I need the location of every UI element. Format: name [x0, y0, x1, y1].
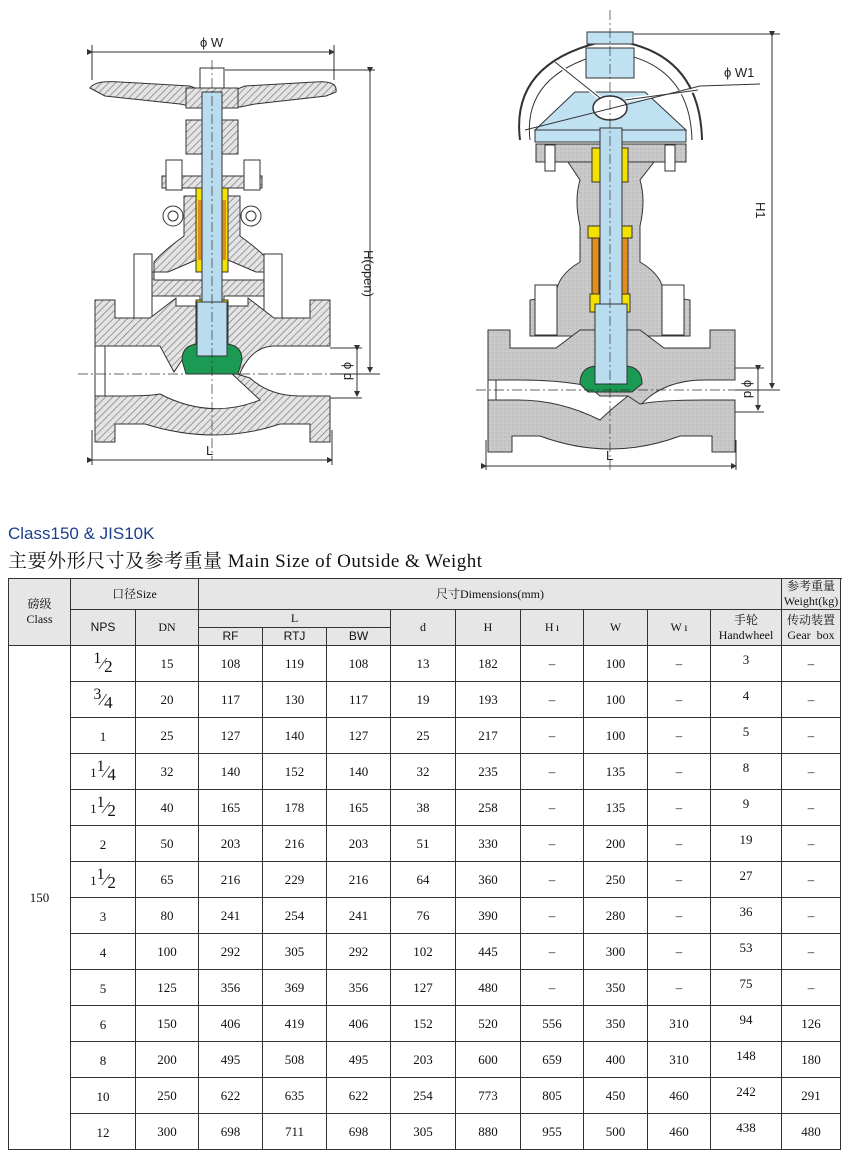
nps-whole: 1	[99, 729, 107, 744]
dn-cell: 15	[136, 646, 199, 682]
bw-cell: 406	[327, 1006, 391, 1042]
w-cell: 280	[584, 898, 648, 934]
d-cell: 102	[391, 934, 456, 970]
w-cell: 450	[584, 1078, 648, 1114]
phi-d-label-right: ϕ d	[741, 380, 756, 399]
bw-cell: 203	[327, 826, 391, 862]
h1-cell: –	[521, 826, 584, 862]
nps-denominator: 2	[107, 801, 116, 820]
h1-cell: –	[521, 970, 584, 1006]
dn-cell: 25	[136, 718, 199, 754]
handwheel-weight-cell: 94	[711, 1006, 782, 1042]
nps-numerator: 1	[96, 794, 105, 811]
table-row	[9, 790, 841, 826]
handwheel-weight-cell: 242	[711, 1078, 782, 1114]
w1-cell: –	[648, 682, 711, 718]
table-row	[9, 1042, 841, 1078]
w-cell: 100	[584, 718, 648, 754]
w1-cell: –	[648, 826, 711, 862]
gearbox-weight-cell: 291	[782, 1078, 841, 1114]
d-cell: 13	[391, 646, 456, 682]
phi-w1-label: ϕ W1	[724, 65, 755, 80]
w1-cell: –	[648, 718, 711, 754]
dn-cell: 80	[136, 898, 199, 934]
w1-cell: –	[648, 790, 711, 826]
h-cell: 880	[456, 1114, 521, 1150]
table-row	[9, 1078, 841, 1114]
table-row	[9, 934, 841, 970]
rtj-cell: 635	[263, 1078, 327, 1114]
gearbox-weight-cell: –	[782, 898, 841, 934]
handwheel-weight-cell: 9	[711, 790, 782, 826]
gearbox-weight-cell: –	[782, 970, 841, 1006]
d-cell: 32	[391, 754, 456, 790]
table-row	[9, 754, 841, 790]
d-cell: 38	[391, 790, 456, 826]
nps-cell	[71, 682, 136, 718]
table-row	[9, 1006, 841, 1042]
gearbox-weight-cell: 480	[782, 1114, 841, 1150]
dn-cell: 150	[136, 1006, 199, 1042]
rtj-cell: 216	[263, 826, 327, 862]
w-cell: 200	[584, 826, 648, 862]
size-header: 口径Size	[71, 579, 199, 610]
gearbox-header	[782, 610, 841, 646]
bw-cell: 127	[327, 718, 391, 754]
nps-whole: 1	[90, 765, 97, 780]
gearbox-weight-cell: –	[782, 790, 841, 826]
rf-cell: 241	[199, 898, 263, 934]
w1-cell: –	[648, 970, 711, 1006]
handwheel-weight-cell: 8	[711, 754, 782, 790]
dn-cell: 100	[136, 934, 199, 970]
nps-numerator: 1	[96, 866, 105, 883]
handwheel-weight-cell: 27	[711, 862, 782, 898]
h-cell: 330	[456, 826, 521, 862]
w1-cell: 310	[648, 1042, 711, 1078]
dn-cell: 250	[136, 1078, 199, 1114]
nps-cell	[71, 970, 136, 1006]
weight-header: 参考重量Weight(kg)	[782, 579, 841, 610]
h-cell: 520	[456, 1006, 521, 1042]
nps-slash: ⁄	[104, 870, 108, 889]
rf-cell: 140	[199, 754, 263, 790]
nps-cell	[71, 646, 136, 682]
bw-cell: 216	[327, 862, 391, 898]
class-value-cell: 150	[9, 646, 71, 1150]
h1-cell: –	[521, 682, 584, 718]
rtj-cell: 254	[263, 898, 327, 934]
w1-cell: –	[648, 754, 711, 790]
bw-cell: 108	[327, 646, 391, 682]
rtj-cell: 178	[263, 790, 327, 826]
h-cell: 600	[456, 1042, 521, 1078]
w-cell: 135	[584, 754, 648, 790]
h1-cell: –	[521, 934, 584, 970]
bw-cell: 495	[327, 1042, 391, 1078]
dn-cell: 40	[136, 790, 199, 826]
dimensions-weight-table	[8, 578, 841, 1150]
dimensions-header: 尺寸Dimensions(mm)	[199, 579, 782, 610]
h1-cell: 805	[521, 1078, 584, 1114]
w1-cell: –	[648, 934, 711, 970]
class-header-en: Class	[26, 612, 53, 626]
h-cell: 193	[456, 682, 521, 718]
gearbox-weight-cell: –	[782, 718, 841, 754]
h1-cell: –	[521, 898, 584, 934]
h1-cell: –	[521, 790, 584, 826]
h1-cell: 659	[521, 1042, 584, 1078]
d-cell: 305	[391, 1114, 456, 1150]
nps-whole: 10	[96, 1089, 110, 1104]
table-row	[9, 682, 841, 718]
nps-whole: 2	[99, 837, 107, 852]
rf-cell: 216	[199, 862, 263, 898]
rf-cell: 495	[199, 1042, 263, 1078]
h-cell: 182	[456, 646, 521, 682]
w1-cell: 460	[648, 1114, 711, 1150]
h1-cell: 955	[521, 1114, 584, 1150]
rf-header: RF	[199, 628, 263, 646]
dn-cell: 32	[136, 754, 199, 790]
rf-cell: 127	[199, 718, 263, 754]
nps-whole: 1	[90, 801, 97, 816]
w1-cell: 310	[648, 1006, 711, 1042]
h1-label: H1	[753, 202, 768, 219]
d-cell: 254	[391, 1078, 456, 1114]
w-cell: 350	[584, 1006, 648, 1042]
rf-cell: 117	[199, 682, 263, 718]
nps-denominator: 2	[107, 873, 116, 892]
h-open-label: H(open)	[361, 250, 376, 297]
dn-header: DN	[136, 610, 199, 646]
w-cell: 350	[584, 970, 648, 1006]
handwheel-weight-cell: 75	[711, 970, 782, 1006]
class-subtitle: Class150 & JIS10K	[8, 524, 155, 543]
h-cell: 217	[456, 718, 521, 754]
nps-cell	[71, 718, 136, 754]
l-header: L	[199, 610, 391, 628]
h-cell: 480	[456, 970, 521, 1006]
dn-cell: 65	[136, 862, 199, 898]
rtj-cell: 305	[263, 934, 327, 970]
handwheel-weight-cell: 36	[711, 898, 782, 934]
table-body	[9, 646, 841, 1150]
d-cell: 25	[391, 718, 456, 754]
rf-cell: 292	[199, 934, 263, 970]
table-row	[9, 646, 841, 682]
h1-cell: –	[521, 718, 584, 754]
handwheel-header-cn: 手轮	[734, 612, 759, 627]
rf-cell: 698	[199, 1114, 263, 1150]
l-label-right: L	[606, 448, 614, 463]
handwheel-globe-valve-drawing	[78, 45, 380, 465]
rf-cell: 622	[199, 1078, 263, 1114]
nps-whole: 3	[99, 909, 107, 924]
h-cell: 445	[456, 934, 521, 970]
nps-slash: ⁄	[101, 690, 105, 709]
rtj-cell: 419	[263, 1006, 327, 1042]
gearbox-header-en: Gear box	[787, 627, 835, 642]
nps-whole: 4	[99, 945, 107, 960]
handwheel-weight-cell: 5	[711, 718, 782, 754]
h-cell: 390	[456, 898, 521, 934]
d-cell: 51	[391, 826, 456, 862]
rf-cell: 406	[199, 1006, 263, 1042]
nps-slash: ⁄	[101, 654, 105, 673]
w-header: W	[584, 610, 648, 646]
nps-numerator: 3	[93, 686, 102, 703]
h1-cell: 556	[521, 1006, 584, 1042]
nps-denominator: 4	[104, 693, 113, 712]
gearbox-weight-cell: 180	[782, 1042, 841, 1078]
phi-w-label: ϕ W	[200, 35, 224, 50]
w1-header: W ı	[648, 610, 711, 646]
nps-cell	[71, 1114, 136, 1150]
table-row	[9, 898, 841, 934]
h-cell: 773	[456, 1078, 521, 1114]
h-cell: 258	[456, 790, 521, 826]
h1-cell: –	[521, 862, 584, 898]
dn-cell: 300	[136, 1114, 199, 1150]
table-row	[9, 826, 841, 862]
nps-cell	[71, 754, 136, 790]
nps-cell	[71, 790, 136, 826]
w-cell: 100	[584, 682, 648, 718]
dn-cell: 125	[136, 970, 199, 1006]
rtj-cell: 119	[263, 646, 327, 682]
d-cell: 127	[391, 970, 456, 1006]
rtj-header: RTJ	[263, 628, 327, 646]
rtj-cell: 130	[263, 682, 327, 718]
bw-header: BW	[327, 628, 391, 646]
nps-cell	[71, 1078, 136, 1114]
w-cell: 500	[584, 1114, 648, 1150]
nps-numerator: 1	[96, 758, 105, 775]
w-cell: 300	[584, 934, 648, 970]
nps-slash: ⁄	[104, 798, 108, 817]
w1-cell: –	[648, 646, 711, 682]
gearbox-weight-cell: –	[782, 682, 841, 718]
bw-cell: 140	[327, 754, 391, 790]
bw-cell: 165	[327, 790, 391, 826]
gearbox-weight-cell: –	[782, 754, 841, 790]
nps-cell	[71, 862, 136, 898]
phi-d-label-left: ϕ d	[341, 362, 356, 381]
table-row	[9, 1114, 841, 1150]
gearbox-weight-cell: 126	[782, 1006, 841, 1042]
dn-cell: 200	[136, 1042, 199, 1078]
h1-header: H ı	[521, 610, 584, 646]
nps-header: NPS	[71, 610, 136, 646]
nps-whole: 5	[99, 981, 107, 996]
w-cell: 250	[584, 862, 648, 898]
rf-cell: 356	[199, 970, 263, 1006]
d-cell: 76	[391, 898, 456, 934]
handwheel-weight-cell: 53	[711, 934, 782, 970]
gearbox-weight-cell: –	[782, 646, 841, 682]
nps-cell	[71, 898, 136, 934]
nps-whole: 8	[99, 1053, 107, 1068]
rtj-cell: 508	[263, 1042, 327, 1078]
nps-whole: 6	[99, 1017, 107, 1032]
handwheel-header	[711, 610, 782, 646]
class-header	[9, 579, 71, 646]
bw-cell: 292	[327, 934, 391, 970]
rf-cell: 203	[199, 826, 263, 862]
gearbox-weight-cell: –	[782, 934, 841, 970]
l-label-left: L	[206, 443, 214, 458]
gearbox-weight-cell: –	[782, 862, 841, 898]
w1-cell: –	[648, 898, 711, 934]
d-header: d	[391, 610, 456, 646]
bw-cell: 698	[327, 1114, 391, 1150]
h1-cell: –	[521, 646, 584, 682]
table-row	[9, 970, 841, 1006]
class-header-cn: 磅级	[27, 597, 52, 611]
d-cell: 19	[391, 682, 456, 718]
nps-cell	[71, 1006, 136, 1042]
table-title: 主要外形尺寸及参考重量 Main Size of Outside & Weight	[8, 551, 483, 572]
h-cell: 360	[456, 862, 521, 898]
bw-cell: 117	[327, 682, 391, 718]
handwheel-weight-cell: 148	[711, 1042, 782, 1078]
nps-denominator: 2	[104, 657, 113, 676]
gearbox-weight-cell: –	[782, 826, 841, 862]
nps-denominator: 4	[107, 765, 116, 784]
valve-drawings	[0, 0, 850, 500]
table-row	[9, 862, 841, 898]
rtj-cell: 711	[263, 1114, 327, 1150]
w1-cell: 460	[648, 1078, 711, 1114]
handwheel-weight-cell: 19	[711, 826, 782, 862]
handwheel-weight-cell: 438	[711, 1114, 782, 1150]
bw-cell: 241	[327, 898, 391, 934]
nps-slash: ⁄	[104, 762, 108, 781]
nps-cell	[71, 826, 136, 862]
bw-cell: 622	[327, 1078, 391, 1114]
w-cell: 100	[584, 646, 648, 682]
d-cell: 64	[391, 862, 456, 898]
bw-cell: 356	[327, 970, 391, 1006]
rtj-cell: 152	[263, 754, 327, 790]
rf-cell: 165	[199, 790, 263, 826]
dn-cell: 20	[136, 682, 199, 718]
handwheel-weight-cell: 4	[711, 682, 782, 718]
h-header: H	[456, 610, 521, 646]
handwheel-weight-cell: 3	[711, 646, 782, 682]
h-cell: 235	[456, 754, 521, 790]
nps-cell	[71, 934, 136, 970]
rtj-cell: 369	[263, 970, 327, 1006]
nps-whole: 1	[90, 873, 97, 888]
rtj-cell: 140	[263, 718, 327, 754]
handwheel-header-en: Handwheel	[718, 627, 774, 642]
d-cell: 203	[391, 1042, 456, 1078]
d-cell: 152	[391, 1006, 456, 1042]
nps-whole: 12	[96, 1125, 110, 1140]
w1-cell: –	[648, 862, 711, 898]
rf-cell: 108	[199, 646, 263, 682]
nps-numerator: 1	[93, 650, 102, 667]
dn-cell: 50	[136, 826, 199, 862]
nps-cell	[71, 1042, 136, 1078]
w-cell: 135	[584, 790, 648, 826]
h1-cell: –	[521, 754, 584, 790]
rtj-cell: 229	[263, 862, 327, 898]
gearbox-header-cn: 传动装置	[787, 612, 836, 627]
w-cell: 400	[584, 1042, 648, 1078]
table-row	[9, 718, 841, 754]
